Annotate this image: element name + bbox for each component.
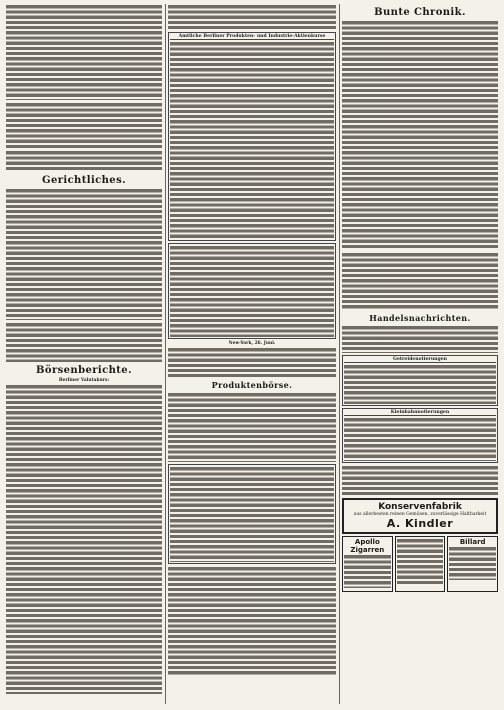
advertisement <box>342 498 498 534</box>
heading-gerichtliches: Gerichtliches. <box>42 175 126 186</box>
rail-table <box>342 408 498 463</box>
heading-boersenberichte: Börsenberichte. <box>36 365 132 376</box>
article-text-block <box>342 252 498 310</box>
article-text-block <box>342 20 498 250</box>
article-text-block <box>6 322 162 362</box>
market-table-2 <box>168 243 336 339</box>
article-text-block <box>6 4 162 100</box>
article-text-block <box>6 150 162 172</box>
ad-cell-title: Apollo Zigarren <box>350 538 385 554</box>
market-table-body <box>170 245 334 337</box>
ad-company-name: A. Kindler <box>386 517 454 530</box>
column-divider <box>339 4 340 704</box>
heading-handelsnachrichten: Handelsnachrichten. <box>369 313 471 323</box>
ad-cell-title: Billard <box>459 538 486 546</box>
column-left <box>6 4 162 704</box>
ad-subline: aus allerbesten reinen Gemüsen, zuverlässige Haltbarkeit <box>353 512 487 517</box>
market-table <box>168 32 336 241</box>
rail-table-body <box>344 417 496 461</box>
column-right <box>342 4 498 704</box>
column-divider <box>165 4 166 704</box>
sub-heading-valutakurs: Berliner Valutakurs: <box>58 378 110 383</box>
ad-cell-text <box>344 554 391 588</box>
grain-table-body <box>344 364 496 404</box>
article-text-block <box>6 102 162 148</box>
article-text-block <box>168 566 336 676</box>
heading-bunte-chronik: Bunte Chronik. <box>374 7 466 18</box>
article-text-block <box>6 384 162 694</box>
ad-cell <box>342 536 393 592</box>
ad-cell-text <box>397 538 444 586</box>
market-table-body <box>170 466 334 562</box>
column-middle <box>168 4 336 704</box>
article-text-block <box>342 465 498 495</box>
article-text-block <box>6 188 162 320</box>
article-text-block <box>342 325 498 353</box>
rail-table-heading: Kleinbahnnotierungen <box>344 410 496 416</box>
market-table-heading: Amtliche Berliner Produkten- und Industrie-Aktienkurse <box>170 34 334 40</box>
article-text-block <box>168 392 336 462</box>
market-table-3 <box>168 464 336 564</box>
ad-cell-text <box>449 546 496 580</box>
news-caption: New-York, 26. Juni. <box>228 341 276 346</box>
article-text-block <box>168 4 336 30</box>
grain-table <box>342 355 498 406</box>
ad-cell <box>395 536 446 592</box>
heading-produktenboerse: Produktenbörse. <box>211 380 293 390</box>
ad-row <box>342 536 498 592</box>
market-table-body <box>170 41 334 239</box>
ad-cell <box>447 536 498 592</box>
article-text-block <box>168 347 336 377</box>
grain-table-heading: Getreidenotierungen <box>344 357 496 363</box>
ad-title: Konservenfabrik <box>378 502 462 512</box>
newspaper-page <box>6 4 498 704</box>
